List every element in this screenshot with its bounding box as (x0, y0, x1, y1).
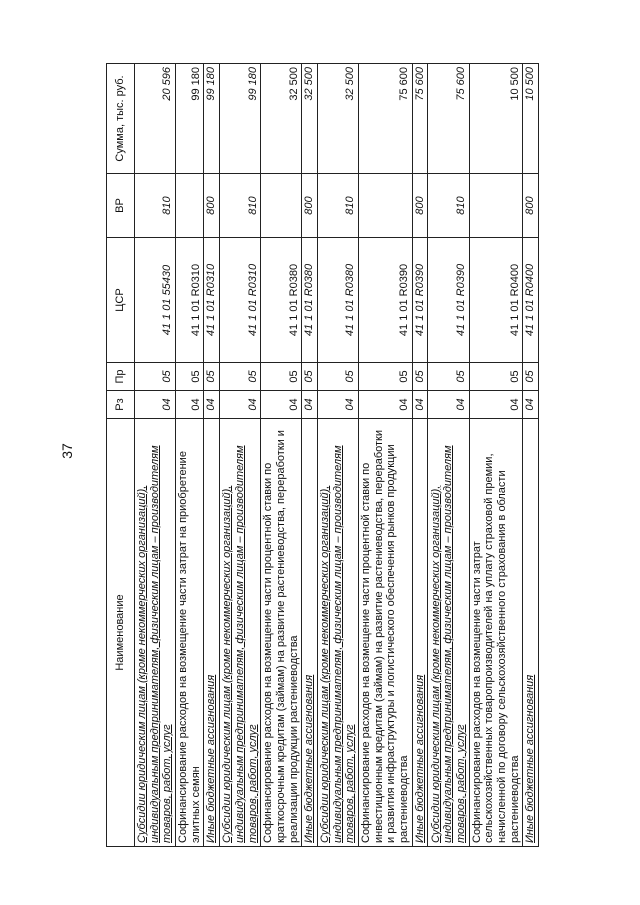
cell-csr: 41 1 01 R0380 (317, 238, 358, 363)
header-pr: Пр (107, 363, 135, 391)
cell-pr: 05 (220, 363, 261, 391)
cell-sum: 10 500 (469, 64, 523, 174)
cell-name: Иные бюджетные ассигнования (523, 419, 539, 847)
cell-name: Софинансирование расходов на возмещение части процентной ставки по краткосрочным кредитам (займам) на развитие растениеводства, переработки и реализации продукции растениеводства (261, 419, 302, 847)
cell-sum: 75 600 (428, 64, 469, 174)
page-number: 37 (58, 443, 75, 459)
cell-pr: 05 (302, 363, 318, 391)
cell-vr: 800 (204, 174, 220, 238)
cell-name: Софинансирование расходов на возмещение части затрат на приобретение элитных семян (176, 419, 204, 847)
cell-name: Субсидии юридическим лицам (кроме некоммерческих организаций), индивидуальным предпринимателям, физическим лицам – производителям товаров, работ, услуг (135, 419, 176, 847)
cell-vr: 810 (135, 174, 176, 238)
cell-vr: 800 (302, 174, 318, 238)
cell-sum: 32 500 (261, 64, 302, 174)
cell-rz: 04 (176, 391, 204, 419)
cell-vr: 810 (220, 174, 261, 238)
table-row (359, 64, 413, 847)
cell-vr (469, 174, 523, 238)
cell-csr: 41 1 01 R0380 (261, 238, 302, 363)
cell-rz: 04 (469, 391, 523, 419)
header-csr: ЦСР (107, 238, 135, 363)
table-row (261, 64, 302, 847)
cell-csr: 41 1 01 R0390 (428, 238, 469, 363)
cell-sum: 32 500 (302, 64, 318, 174)
budget-table (106, 63, 539, 847)
table-row (469, 64, 523, 847)
table-row (176, 64, 204, 847)
cell-sum: 99 180 (204, 64, 220, 174)
table-row (135, 64, 176, 847)
cell-name: Софинансирование расходов на возмещение части затрат сельскохозяйственных товаропроизводителей на уплату страховой премии, начисленной по договору сельскохозяйственного страхования в области растениеводства (469, 419, 523, 847)
cell-sum: 75 600 (359, 64, 413, 174)
table-row (412, 64, 428, 847)
cell-rz: 04 (317, 391, 358, 419)
cell-rz: 04 (261, 391, 302, 419)
cell-csr: 41 1 01 R0310 (176, 238, 204, 363)
cell-name: Софинансирование расходов на возмещение части процентной ставки по инвестиционным кредитам (займам) на развитие растениеводства, переработки и развития инфраструктуры и логистического обеспечения рынков продукции растениеводства (359, 419, 413, 847)
cell-pr: 05 (135, 363, 176, 391)
cell-csr: 41 1 01 R0400 (469, 238, 523, 363)
cell-rz: 04 (359, 391, 413, 419)
cell-name: Субсидии юридическим лицам (кроме некоммерческих организаций), индивидуальным предпринимателям, физическим лицам – производителям товаров, работ, услуг (428, 419, 469, 847)
cell-sum: 99 180 (220, 64, 261, 174)
cell-vr (176, 174, 204, 238)
cell-sum: 32 500 (317, 64, 358, 174)
cell-pr: 05 (317, 363, 358, 391)
header-sum: Сумма, тыс. руб. (107, 64, 135, 174)
cell-rz: 04 (135, 391, 176, 419)
cell-vr: 800 (523, 174, 539, 238)
cell-name: Иные бюджетные ассигнования (204, 419, 220, 847)
table-row (302, 64, 318, 847)
cell-vr: 810 (317, 174, 358, 238)
header-rz: Рз (107, 391, 135, 419)
cell-sum: 99 180 (176, 64, 204, 174)
cell-csr: 41 1 01 R0400 (523, 238, 539, 363)
cell-sum: 10 500 (523, 64, 539, 174)
cell-pr: 05 (261, 363, 302, 391)
cell-rz: 04 (220, 391, 261, 419)
table-row (428, 64, 469, 847)
cell-rz: 04 (204, 391, 220, 419)
cell-sum: 20 596 (135, 64, 176, 174)
table-row (317, 64, 358, 847)
cell-rz: 04 (428, 391, 469, 419)
header-vr: ВР (107, 174, 135, 238)
cell-sum: 75 600 (412, 64, 428, 174)
cell-rz: 04 (302, 391, 318, 419)
cell-rz: 04 (523, 391, 539, 419)
cell-csr: 41 1 01 R0310 (204, 238, 220, 363)
header-name: Наименование (107, 419, 135, 847)
cell-name: Субсидии юридическим лицам (кроме некоммерческих организаций), индивидуальным предпринимателям, физическим лицам – производителям товаров, работ, услуг (220, 419, 261, 847)
cell-pr: 05 (469, 363, 523, 391)
cell-vr (261, 174, 302, 238)
cell-vr (359, 174, 413, 238)
table-row (204, 64, 220, 847)
cell-csr: 41 1 01 R0390 (412, 238, 428, 363)
cell-vr: 810 (428, 174, 469, 238)
cell-csr: 41 1 01 R0380 (302, 238, 318, 363)
cell-pr: 05 (204, 363, 220, 391)
cell-pr: 05 (412, 363, 428, 391)
table-row (523, 64, 539, 847)
cell-name: Субсидии юридическим лицам (кроме некоммерческих организаций), индивидуальным предпринимателям, физическим лицам – производителям товаров, работ, услуг (317, 419, 358, 847)
cell-name: Иные бюджетные ассигнования (302, 419, 318, 847)
cell-vr: 800 (412, 174, 428, 238)
cell-pr: 05 (176, 363, 204, 391)
cell-csr: 41 1 01 R0390 (359, 238, 413, 363)
cell-pr: 05 (428, 363, 469, 391)
rotated-table-wrapper (106, 64, 539, 847)
cell-csr: 41 1 01 55430 (135, 238, 176, 363)
document-page (106, 64, 539, 847)
cell-pr: 05 (523, 363, 539, 391)
cell-name: Иные бюджетные ассигнования (412, 419, 428, 847)
table-header-row (107, 64, 135, 847)
table-body (135, 64, 539, 847)
cell-pr: 05 (359, 363, 413, 391)
table-row (220, 64, 261, 847)
cell-rz: 04 (412, 391, 428, 419)
cell-csr: 41 1 01 R0310 (220, 238, 261, 363)
